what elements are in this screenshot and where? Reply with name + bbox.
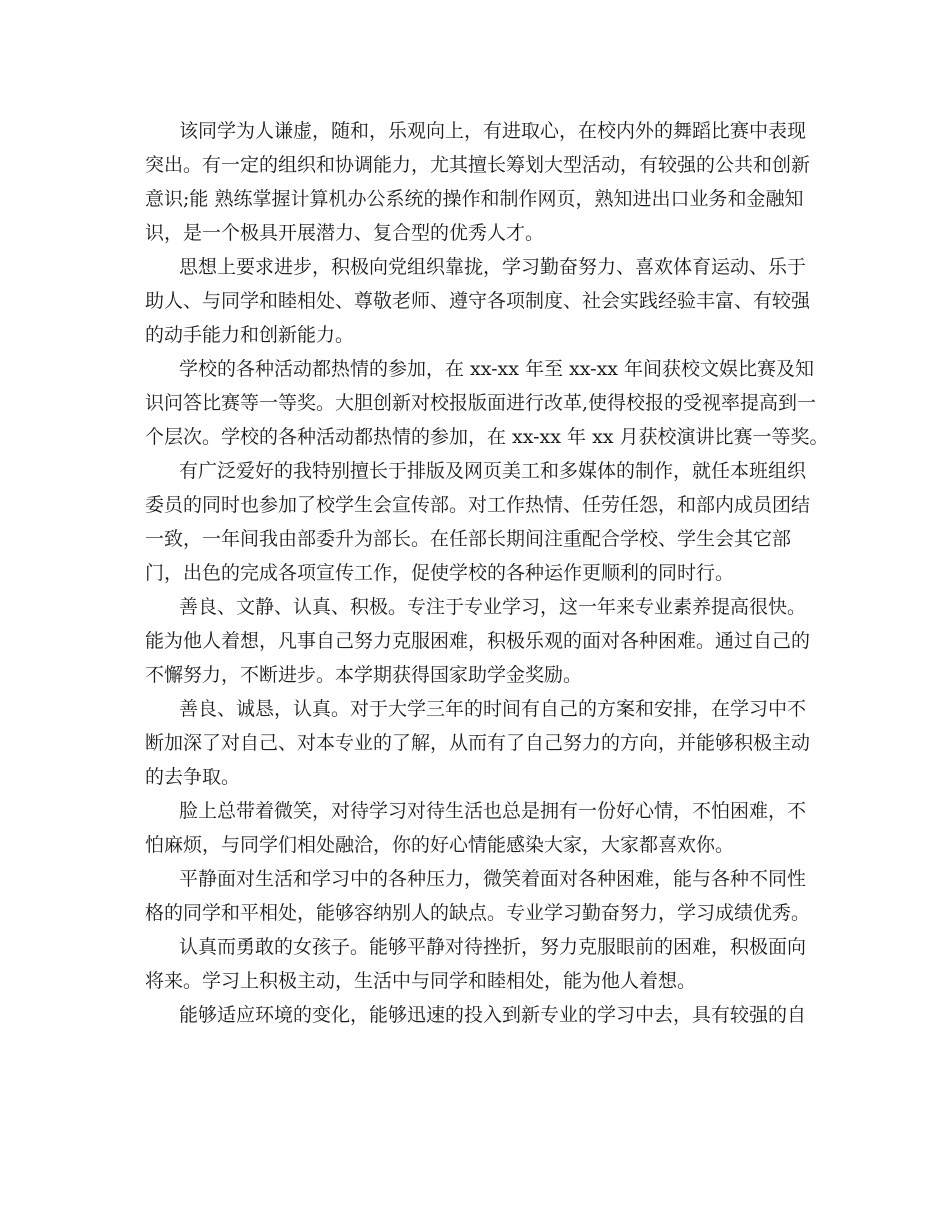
paragraph-line: 识问答比赛等一等奖。大胆创新对校报版面进行改革,使得校报的受视率提高到一 [145,392,817,414]
paragraph-6 [145,692,811,794]
paragraph-line: 有广泛爱好的我特别擅长于排版及网页美工和多媒体的制作，就任本班组织 [179,460,807,482]
paragraph-line: 善良、文静、认真、积极。专注于专业学习，这一年来专业素养提高很快。 [179,596,807,618]
paragraph-line: 一致，一年间我由部委升为部长。在任部长期间注重配合学校、学生会其它部 [145,528,792,550]
paragraph-line: 该同学为人谦虚，随和，乐观向上，有进取心，在校内外的舞蹈比赛中表现 [179,120,807,142]
paragraph-7 [145,794,807,862]
paragraph-line: 的动手能力和创新能力。 [145,324,355,346]
paragraph-10 [145,998,807,1032]
paragraph-line: 格的同学和平相处，能够容纳别人的缺点。专业学习勤奋努力，学习成绩优秀。 [145,902,811,924]
paragraph-line: 个层次。学校的各种活动都热情的参加，在 xx-xx 年 xx 月获校演讲比赛一等奖。 [145,426,829,448]
paragraph-line: 意识;能 熟练掌握计算机办公系统的操作和制作网页，熟知进出口业务和金融知 [145,188,804,210]
paragraph-line: 识，是一个极具开展潜力、复合型的优秀人才。 [145,222,545,244]
paragraph-2 [145,250,811,352]
paragraph-line: 能为他人着想，凡事自己努力克服困难，积极乐观的面对各种困难。通过自己的 [145,630,811,652]
document-body [145,114,829,1032]
paragraph-line: 认真而勇敢的女孩子。能够平静对待挫折，努力克服眼前的困难，积极面向 [179,936,807,958]
paragraph-4 [145,454,811,590]
paragraph-line: 突出。有一定的组织和协调能力，尤其擅长筹划大型活动，有较强的公共和创新 [145,154,811,176]
paragraph-line: 的去争取。 [145,766,241,788]
paragraph-line: 断加深了对自己、对本专业的了解，从而有了自己努力的方向，并能够积极主动 [145,732,811,754]
paragraph-line: 思想上要求进步，积极向党组织靠拢，学习勤奋努力、喜欢体育运动、乐于 [179,256,807,278]
paragraph-5 [145,590,811,692]
paragraph-line: 学校的各种活动都热情的参加，在 xx-xx 年至 xx-xx 年间获校文娱比赛及知 [179,358,815,380]
paragraph-line: 不懈努力，不断进步。本学期获得国家助学金奖励。 [145,664,583,686]
paragraph-line: 善良、诚恳，认真。对于大学三年的时间有自己的方案和安排，在学习中不 [179,698,807,720]
paragraph-line: 能够适应环境的变化，能够迅速的投入到新专业的学习中去，具有较强的自 [179,1004,807,1026]
paragraph-3 [145,352,829,454]
paragraph-line: 将来。学习上积极主动，生活中与同学和睦相处，能为他人着想。 [145,970,697,992]
paragraph-1 [145,114,811,250]
paragraph-line: 怕麻烦，与同学们相处融洽，你的好心情能感染大家，大家都喜欢你。 [145,834,735,856]
paragraph-line: 脸上总带着微笑，对待学习对待生活也总是拥有一份好心情，不怕困难，不 [179,800,807,822]
paragraph-line: 门，出色的完成各项宣传工作，促使学校的各种运作更顺利的同时行。 [145,562,735,584]
paragraph-line: 平静面对生活和学习中的各种压力，微笑着面对各种困难，能与各种不同性 [179,868,807,890]
paragraph-line: 委员的同时也参加了校学生会宣传部。对工作热情、任劳任怨，和部内成员团结 [145,494,811,516]
paragraph-line: 助人、与同学和睦相处、尊敬老师、遵守各项制度、社会实践经验丰富、有较强 [145,290,811,312]
paragraph-9 [145,930,807,998]
paragraph-8 [145,862,811,930]
